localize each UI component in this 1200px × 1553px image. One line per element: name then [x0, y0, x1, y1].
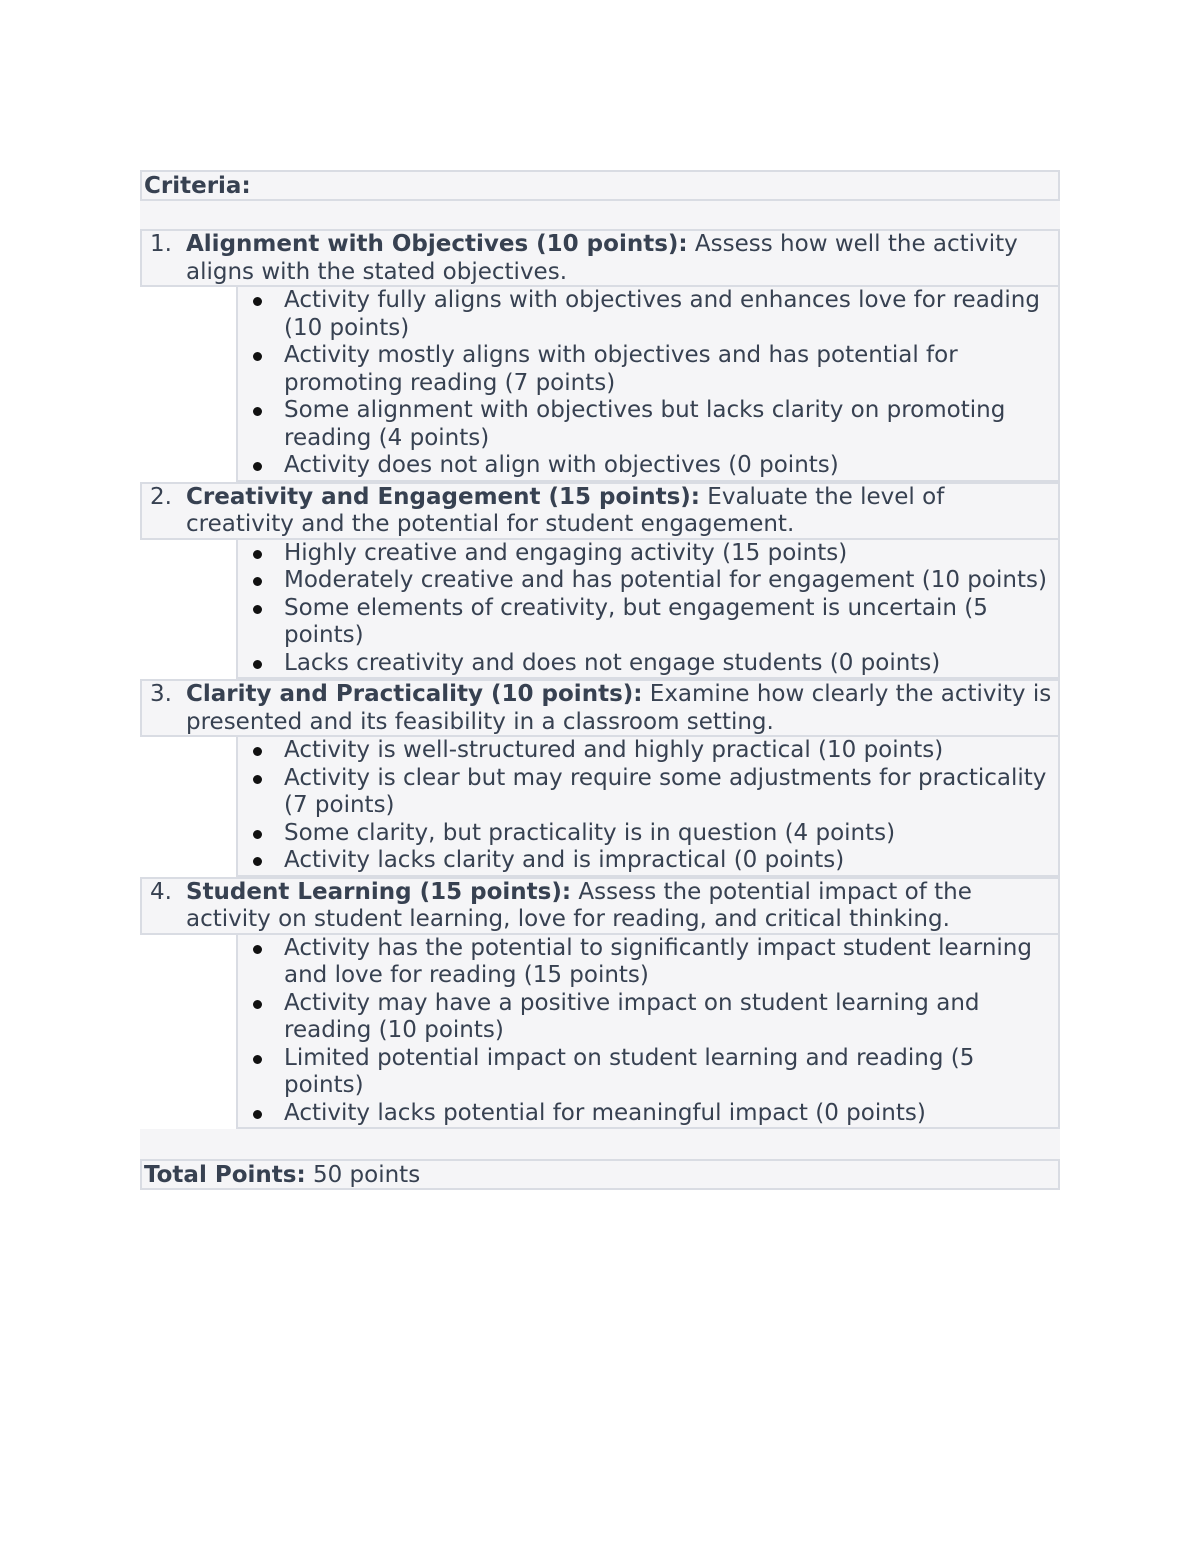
level-item: Activity is well-structured and highly practical (10 points) — [284, 737, 1058, 765]
criterion-2 — [140, 482, 1060, 540]
total-points-label: Total Points: — [144, 1162, 306, 1188]
level-item: Activity mostly aligns with objectives and has potential for promoting reading (7 points) — [284, 342, 1058, 397]
level-item: Activity is clear but may require some adjustments for practicality (7 points) — [284, 765, 1058, 820]
level-item: Activity may have a positive impact on student learning and reading (10 points) — [284, 990, 1058, 1045]
level-item: Activity lacks potential for meaningful impact (0 points) — [284, 1100, 1058, 1128]
level-item: Limited potential impact on student learning and reading (5 points) — [284, 1045, 1058, 1100]
criterion-3-levels — [236, 737, 1060, 877]
criterion-number: 2. — [150, 483, 172, 510]
level-item: Some alignment with objectives but lacks clarity on promoting reading (4 points) — [284, 397, 1058, 452]
criterion-number: 3. — [150, 681, 172, 707]
criterion-number: 4. — [150, 878, 172, 905]
spacer — [140, 1129, 1060, 1159]
criterion-1 — [140, 229, 1060, 287]
level-item: Moderately creative and has potential for engagement (10 points) — [284, 567, 1058, 595]
criterion-2-levels — [236, 540, 1060, 680]
level-item: Activity does not align with objectives (0 points) — [284, 452, 1058, 480]
criterion-title: Alignment with Objectives (10 points): — [186, 231, 688, 257]
level-item: Activity has the potential to significantly impact student learning and love for reading (15 points) — [284, 935, 1058, 990]
criterion-4-levels — [236, 935, 1060, 1130]
level-item: Some clarity, but practicality is in question (4 points) — [284, 820, 1058, 848]
criterion-description: Examine how clearly the activity is presented and its feasibility in a classroom setting. — [186, 681, 1052, 735]
criterion-number: 1. — [150, 231, 172, 257]
total-points-value: 50 points — [312, 1162, 421, 1188]
criterion-title: Clarity and Practicality (10 points): — [186, 681, 643, 707]
criteria-heading: Criteria: — [144, 173, 251, 199]
criterion-title: Creativity and Engagement (15 points): — [186, 483, 700, 510]
criterion-description: Evaluate the level of creativity and the potential for student engagement. — [186, 483, 945, 537]
criterion-description: Assess the potential impact of the activity on student learning, love for reading, and critical thinking. — [186, 878, 972, 932]
level-item: Some elements of creativity, but engagement is uncertain (5 points) — [284, 595, 1058, 650]
total-points-row — [140, 1159, 1060, 1190]
spacer — [140, 201, 1060, 229]
level-item: Highly creative and engaging activity (15 points) — [284, 540, 1058, 568]
criterion-title: Student Learning (15 points): — [186, 878, 572, 905]
level-item: Activity fully aligns with objectives and enhances love for reading (10 points) — [284, 287, 1058, 342]
criterion-1-levels — [236, 287, 1060, 482]
level-item: Activity lacks clarity and is impractical (0 points) — [284, 847, 1058, 875]
rubric-document — [140, 170, 1060, 1190]
criteria-heading-row — [140, 170, 1060, 201]
criterion-description: Assess how well the activity aligns with the stated objectives. — [186, 231, 1018, 285]
criterion-3 — [140, 679, 1060, 737]
level-item: Lacks creativity and does not engage students (0 points) — [284, 650, 1058, 678]
criterion-4 — [140, 877, 1060, 935]
